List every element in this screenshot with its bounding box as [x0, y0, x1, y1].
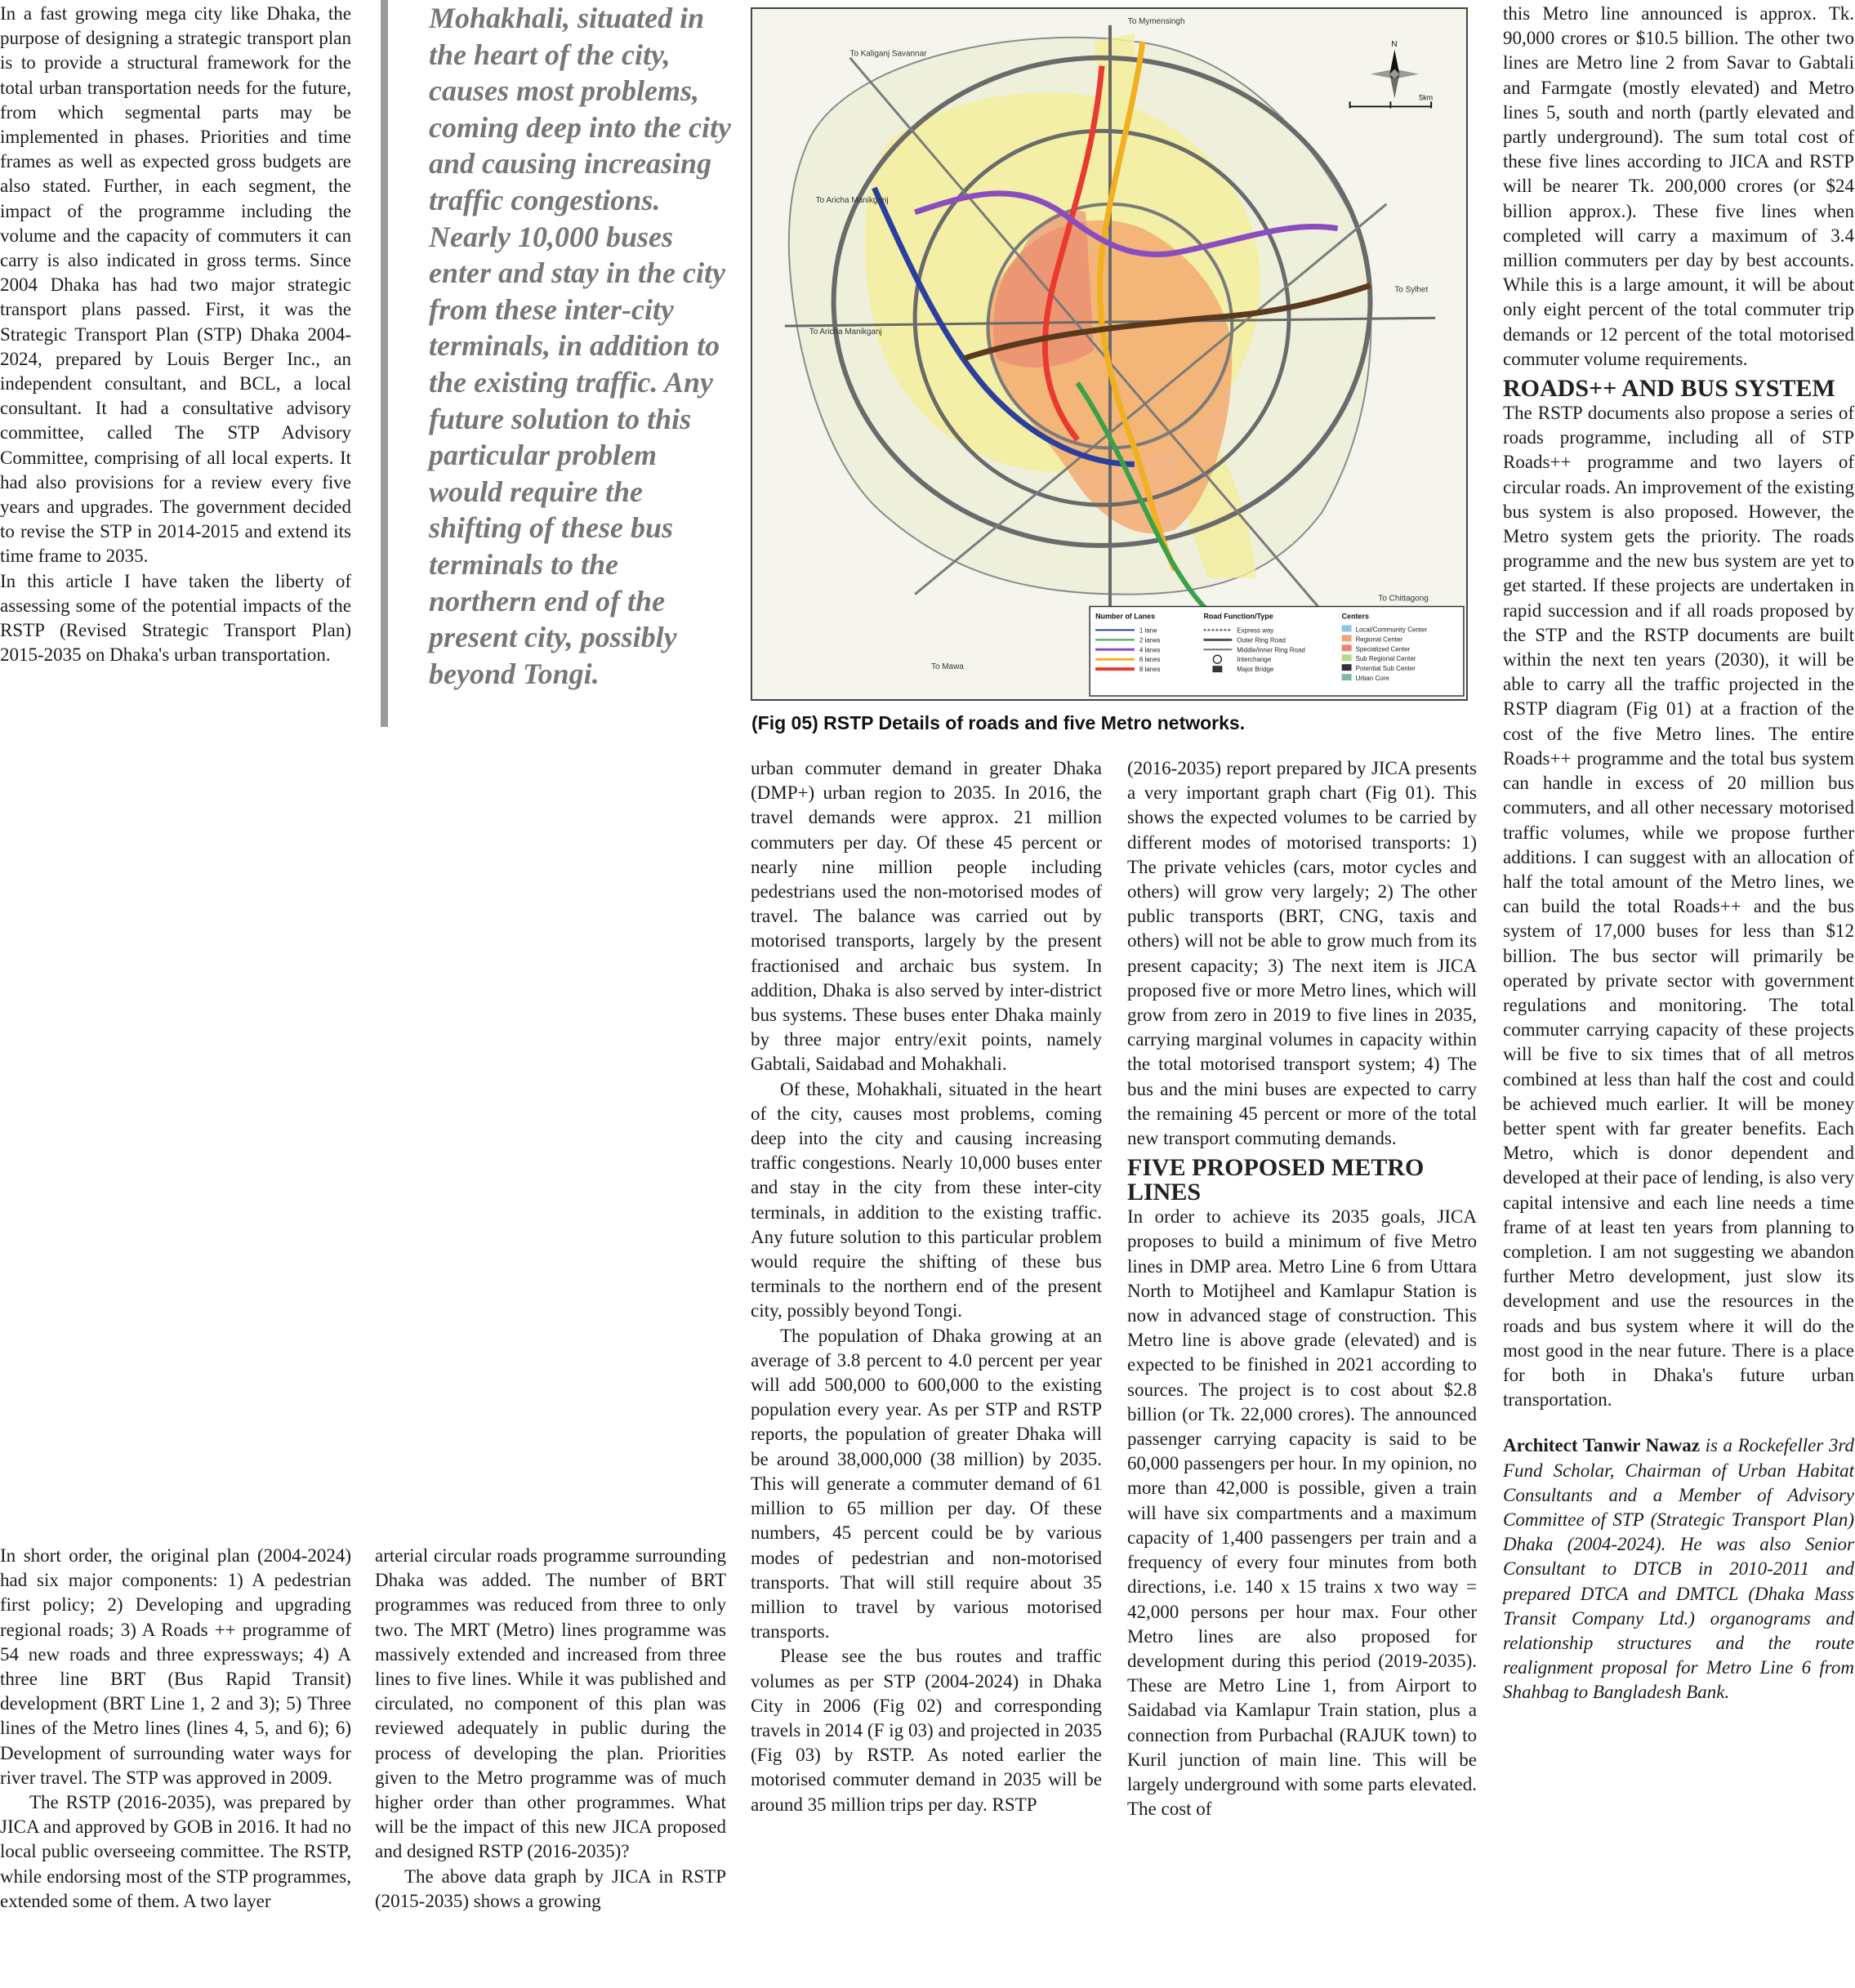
column-2-bottom: [375, 1544, 726, 1914]
label-to-sylhet: To Sylhet: [1394, 285, 1429, 295]
body-paragraph: Of these, Mohakhali, situated in the heart of the city, causes most problems, coming deep into the city and causing increasing traffic congestions. Nearly 10,000 buses enter and stay in the city from these inter-city terminals, in addition to the existing traffic. Any future solution to this particular problem would require the shifting of these bus terminals to the northern end of the present city, possibly beyond Tongi.: [751, 1078, 1102, 1322]
svg-text:Urban Core: Urban Core: [1355, 675, 1389, 683]
label-to-mymensingh: To Mymensingh: [1127, 16, 1185, 26]
svg-text:1 lane: 1 lane: [1139, 626, 1157, 635]
svg-text:2 lanes: 2 lanes: [1139, 636, 1161, 644]
body-paragraph: In this article I have taken the liberty of assessing some of the potential impacts of the RSTP (Revised Strategic Transport Plan) 2015-2035 on Dhaka's urban transportation.: [0, 570, 351, 666]
figure-caption: (Fig 05) RSTP Details of roads and five Metro networks.: [751, 712, 1246, 733]
rstp-map-figure: [751, 7, 1468, 701]
author-bio-text: is a Rockefeller 3rd Fund Scholar, Chairman of Urban Habitat Consultants and a Member of Advisory Committee of STP (Strategic Transport Plan) Dhaka (2004-2024). He was also Senior Consultant to DTCB in 2010-2011 and prepared DTCA and DMTCL (Dhaka Mass Transit Company Ltd.) organograms and relationship structures and the route realignment proposal for Metro Line 6 from Shahbag to Bangladesh Bank.: [1503, 1435, 1855, 1703]
svg-text:Middle/Inner Ring Road: Middle/Inner Ring Road: [1237, 646, 1305, 654]
svg-text:Regional Center: Regional Center: [1355, 635, 1403, 644]
svg-text:Sub Regional Center: Sub Regional Center: [1355, 655, 1416, 663]
column-1-bottom: [0, 1544, 351, 1914]
svg-text:Specialized Center: Specialized Center: [1355, 645, 1411, 653]
author-bio: [1503, 1433, 1854, 1705]
body-paragraph: The above data graph by JICA in RSTP (2015-2035) shows a growing: [375, 1865, 726, 1911]
svg-text:Potential Sub Center: Potential Sub Center: [1355, 665, 1416, 673]
column-4-top: [1127, 756, 1477, 1821]
body-paragraph: The RSTP documents also propose a series of roads programme, including all of STP Roads++ programme and two layers of circular roads. An improvement of the existing bus system is also proposed. However, the Metro system gets the priority. The roads programme and the new bus system are yet to get started. If these projects are undertaken in rapid succession and if all roads proposed by the STP and the RSTP documents are built within the next ten years (2030), it will be able to carry all the traffic projected in the RSTP diagram (Fig 01) at a fraction of the cost of the five Metro lines. The entire Roads++ programme and the total bus system can handle in excess of 20 million bus commuters, and all other necessary motorised traffic volumes, while we propose further additions. I can suggest with an allocation of half the total amount of the Metro lines, we can build the total Roads++ and the bus system of 17,000 buses for less than $12 billion. The bus sector will primarily be operated by private sector with government regulations and monitoring. The total commuter carrying capacity of these projects will be five to six times that of all metros combined at less than half the cost and could be achieved much earlier. It will be money better spent with far greater benefits. Each Metro, which is donor dependent and developed at their pace of lending, is also very capital intensive and each line needs a time frame of at least ten years from planning to completion. I am not suggesting we abandon further Metro development, just slow its development and use the resources in the roads and bus system where it will do the most good in the near future. There is a place for both in Dhaka's future urban transportation.: [1503, 403, 1854, 1411]
svg-text:4 lanes: 4 lanes: [1139, 646, 1161, 654]
svg-text:Number of Lanes: Number of Lanes: [1095, 612, 1156, 621]
body-paragraph: arterial circular roads programme surrounding Dhaka was added. The number of BRT programmes was reduced from three to only two. The MRT (Metro) lines programme was massively extended and increased from three lines to five lines. While it was published and circulated, no component of this plan was reviewed adequately in public during the process of developing the plan. Priorities given to the Metro programme was of much higher order than other programmes. What will be the impact of this new JICA proposed and designed RSTP (2016-2035)?: [375, 1545, 726, 1862]
svg-text:Express way: Express way: [1237, 626, 1274, 635]
body-paragraph: In short order, the original plan (2004-2024) had six major components: 1) A pedestrian first policy; 2) Developing and upgrading regional roads; 3) A Roads ++ programme of 54 new roads and three expressways; 4) A three line BRT (Bus Rapid Transit) development (BRT Line 1, 2 and 3); 5) Three lines of the Metro lines (lines 4, 5, and 6); 6) Development of surrounding water ways for river travel. The STP was approved in 2009.: [0, 1545, 351, 1788]
body-paragraph: The RSTP (2016-2035), was prepared by JICA and approved by GOB in 2016. It had no local public overseeing committee. The RSTP, while endorsing most of the STP programmes, extended some of them. A two layer: [0, 1792, 351, 1911]
section-heading: FIVE PROPOSED METRO LINES: [1127, 1154, 1425, 1206]
body-paragraph: (2016-2035) report prepared by JICA presents a very important graph chart (Fig 01). This shows the expected volumes to be carried by different modes of motorised transports: 1) The private vehicles (cars, motor cycles and others) will grow very largely; 2) The other public transports (BRT, CNG, taxis and others) will not be able to grow much from its present capacity; 3) The next item is JICA proposed five or more Metro lines, which will grow from zero in 2019 to five lines in 2035, carrying marginal volumes in capacity within the total motorised transport system; 4) The bus and the mini buses are expected to carry the remaining 45 percent or more of the total new transport commuting demands.: [1127, 758, 1477, 1149]
body-paragraph: Please see the bus routes and traffic volumes as per STP (2004-2024) in Dhaka City in 2006 (Fig 02) and corresponding travels in 2014 (F ig 03) and projected in 2035 (Fig 03) by RSTP. As noted earlier the motorised commuter demand in 2035 will be around 35 million trips per day. RSTP: [751, 1646, 1102, 1815]
label-to-aricha: To Aricha Manikganj: [815, 195, 889, 205]
body-paragraph: In order to achieve its 2035 goals, JICA proposes to build a minimum of five Metro lines in DMP area. Metro Line 6 from Uttara North to Motijheel and Kamlapur Station is now in advanced stage of construction. This Metro line is above grade (elevated) and is expected to be finished in 2021 according to sources. The project is to cost about $2.8 billion (or Tk. 22,000 crores). The announced passenger carrying capacity is said to be 60,000 passengers per hour. In my opinion, no more than 42,000 is possible, given a train will have six compartments and a maximum capacity of 1,400 passengers per train and a frequency of every four minutes from both directions, i.e. 140 x 15 trains x two way = 42,000 persons per hour max. Four other Metro lines are also proposed for development during this period (2019-2035). These are Metro Line 1, from Airport to Saidabad via Kamlapur Train station, plus a connection from Purbachal (RAJUK town) to Kuril junction of main line. This will be largely underground with some parts elevated. The cost of: [1127, 1206, 1477, 1820]
label-to-aricha: To Aricha Manikganj: [809, 328, 882, 337]
svg-text:Interchange: Interchange: [1237, 656, 1272, 664]
section-heading: ROADS++ AND BUS SYSTEM: [1503, 375, 1835, 403]
svg-text:Centers: Centers: [1341, 612, 1369, 621]
column-5: [1503, 2, 1854, 1705]
label-to-mawa: To Mawa: [931, 662, 964, 672]
column-3-top: [751, 756, 1102, 1817]
svg-text:Major Bridge: Major Bridge: [1237, 666, 1274, 674]
body-paragraph: The population of Dhaka growing at an average of 3.8 percent to 4.0 percent per year will add 500,000 to 600,000 to the existing population every year. As per STP and RSTP reports, the population of greater Dhaka will be around 38,000,000 (38 million) by 2035. This will generate a commuter demand of 61 million to 65 million per day. Of these numbers, 45 percent could be by various modes of pedestrian and non-motorised transports. That will still require about 35 million to travel by various motorised transports.: [751, 1325, 1102, 1643]
author-name: Architect Tanwir Nawaz: [1503, 1435, 1701, 1456]
pull-quote: [381, 0, 732, 727]
svg-text:N: N: [1391, 39, 1398, 49]
svg-text:5km: 5km: [1419, 93, 1434, 102]
svg-text:Local/Community Center: Local/Community Center: [1355, 626, 1428, 634]
svg-text:Outer Ring Road: Outer Ring Road: [1237, 636, 1286, 644]
body-paragraph: In a fast growing mega city like Dhaka, the purpose of designing a strategic transport plan is to provide a structural framework for the total urban transportation needs for the future, from which segmental parts may be implemented in phases. Priorities and time frames as well as expected gross budgets are also stated. Further, in each segment, the impact of the programme including the volume and the capacity of commuters it can carry is also indicated in gross terms. Since 2004 Dhaka has had two major strategic transport plans passed. First, it was the Strategic Transport Plan (STP) Dhaka 2004-2024, prepared by Louis Berger Inc., an independent consultant, and BCL, a local consultant. It had a consultative advisory committee, called The STP Advisory Committee, comprising of all local experts. It had also provisions for a review every five years and upgrades. The government decided to revise the STP in 2014-2015 and extend its time frame to 2035.: [0, 3, 351, 567]
svg-text:6 lanes: 6 lanes: [1139, 656, 1161, 664]
label-to-chittagong: To Chittagong: [1378, 594, 1429, 604]
column-1-top: [0, 2, 351, 667]
map-legend: [1090, 607, 1464, 696]
label-to-kaliganj: To Kaliganj Savannar: [849, 49, 927, 59]
svg-text:8 lanes: 8 lanes: [1139, 666, 1161, 674]
body-paragraph: this Metro line announced is approx. Tk. 90,000 crores or $10.5 billion. The other two lines are Metro line 2 from Savar to Gabtali and Farmgate (mostly elevated) and Metro lines 5, south and north (partly elevated and partly underground). The sum total cost of these five lines according to JICA and RSTP will be nearer Tk. 200,000 crores (or $24 billion approx.). These five lines when completed will carry a maximum of 3.4 million commuters per day by best accounts. While this is a large amount, it will be about only eight percent of the total commuter trip demands or 12 percent of the total motorised commuter volume requirements.: [1503, 3, 1854, 369]
svg-text:Road Function/Type: Road Function/Type: [1203, 612, 1273, 621]
pull-quote-text: Mohakhali, situated in the heart of the city, causes most problems, coming deep into the city and causing increasing traffic congestions. Nearly 10,000 buses enter and stay in the city from these inter-city terminals, in addition to the existing traffic. Any future solution to this particular problem would require the shifting of these bus terminals to the northern end of the present city, possibly beyond Tongi.: [429, 2, 731, 690]
metro-network-map: [752, 9, 1466, 699]
body-paragraph: urban commuter demand in greater Dhaka (DMP+) urban region to 2035. In 2016, the travel demands were approx. 21 million commuters per day. Of these 45 percent or nearly nine million people including pedestrians used the non-motorised modes of travel. The balance was carried out by motorised transports, largely by the present fractionised and archaic bus system. In addition, Dhaka is also served by inter-district bus systems. These buses enter Dhaka mainly by three major entry/exit points, namely Gabtali, Saidabad and Mohakhali.: [751, 758, 1102, 1075]
